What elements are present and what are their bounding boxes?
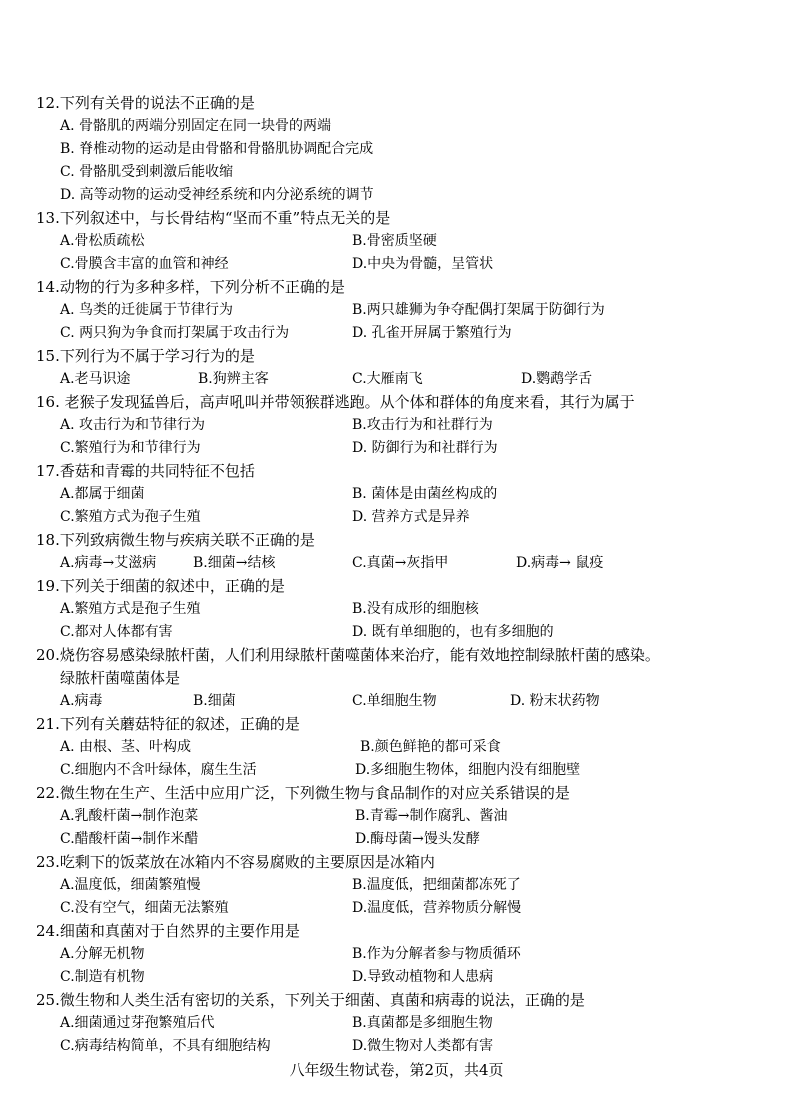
question-21-option-c: C.细胞内不含叶绿体，腐生生活 bbox=[60, 762, 257, 778]
question-14-option-b: B.两只雄狮为争夺配偶打架属于防御行为 bbox=[352, 302, 605, 318]
question-23-option-b: B.温度低，把细菌都冻死了 bbox=[352, 877, 521, 893]
question-23-option-c: C.没有空气，细菌无法繁殖 bbox=[60, 900, 229, 916]
question-24-option-c: C.制造有机物 bbox=[60, 969, 145, 985]
question-18-option-a: A.病毒→艾滋病 bbox=[60, 555, 157, 571]
question-12-option-b: B. 脊椎动物的运动是由骨骼和骨骼肌协调配合完成 bbox=[60, 141, 374, 157]
question-24-option-d: D.导致动植物和人患病 bbox=[352, 969, 494, 985]
question-12-stem: 12.下列有关骨的说法不正确的是 bbox=[36, 94, 255, 112]
question-22-option-b: B.青霉→制作腐乳、酱油 bbox=[355, 808, 508, 824]
question-17-option-a: A.都属于细菌 bbox=[60, 486, 145, 502]
question-13-option-a: A.骨松质疏松 bbox=[60, 233, 145, 249]
question-14-option-a: A. 鸟类的迁徙属于节律行为 bbox=[60, 302, 234, 318]
question-18-stem: 18.下列致病微生物与疾病关联不正确的是 bbox=[36, 531, 315, 549]
question-20-option-d: D. 粉末状药物 bbox=[510, 693, 600, 709]
question-25-option-b: B.真菌都是多细胞生物 bbox=[352, 1015, 493, 1031]
question-20-option-b: B.细菌 bbox=[193, 693, 236, 709]
question-13-option-c: C.骨膜含丰富的血管和神经 bbox=[60, 256, 229, 272]
question-19-option-b: B.没有成形的细胞核 bbox=[352, 601, 479, 617]
question-16-option-a: A. 攻击行为和节律行为 bbox=[60, 417, 206, 433]
question-17-option-d: D. 营养方式是异养 bbox=[352, 509, 470, 525]
question-19-option-d: D. 既有单细胞的，也有多细胞的 bbox=[352, 624, 554, 640]
question-12-option-c: C. 骨骼肌受到刺激后能收缩 bbox=[60, 164, 234, 180]
question-13-stem: 13.下列叙述中，与长骨结构“坚而不重”特点无关的是 bbox=[36, 209, 391, 227]
question-16-option-b: B.攻击行为和社群行为 bbox=[352, 417, 493, 433]
question-15-option-a: A.老马识途 bbox=[60, 371, 131, 387]
question-25-stem: 25.微生物和人类生活有密切的关系，下列关于细菌、真菌和病毒的说法，正确的是 bbox=[36, 991, 585, 1009]
question-22-option-a: A.乳酸杆菌→制作泡菜 bbox=[60, 808, 199, 824]
question-17-stem: 17.香菇和青霉的共同特征不包括 bbox=[36, 462, 255, 480]
question-15-option-b: B.狗辨主客 bbox=[198, 371, 269, 387]
question-24-stem: 24.细菌和真菌对于自然界的主要作用是 bbox=[36, 922, 300, 940]
question-20-stem-continued: 绿脓杆菌噬菌体是 bbox=[60, 669, 181, 687]
question-25-option-c: C.病毒结构简单，不具有细胞结构 bbox=[60, 1038, 271, 1054]
question-13-option-b: B.骨密质坚硬 bbox=[352, 233, 437, 249]
question-22-option-d: D.酶母菌→馒头发酵 bbox=[355, 831, 480, 847]
question-17-option-c: C.繁殖方式为孢子生殖 bbox=[60, 509, 201, 525]
question-20-option-a: A.病毒 bbox=[60, 693, 103, 709]
question-15-option-c: C.大雁南飞 bbox=[352, 371, 423, 387]
question-12-option-a: A. 骨骼肌的两端分别固定在同一块骨的两端 bbox=[60, 118, 332, 134]
question-21-option-b: B.颜色鲜艳的都可采食 bbox=[360, 739, 501, 755]
question-15-stem: 15.下列行为不属于学习行为的是 bbox=[36, 347, 255, 365]
question-14-stem: 14.动物的行为多种多样，下列分析不正确的是 bbox=[36, 278, 345, 296]
question-16-stem: 16. 老猴子发现猛兽后，高声吼叫并带领猴群逃跑。从个体和群体的角度来看，其行为属于 bbox=[36, 393, 635, 411]
question-24-option-b: B.作为分解者参与物质循环 bbox=[352, 946, 521, 962]
question-25-option-a: A.细菌通过芽孢繁殖后代 bbox=[60, 1015, 215, 1031]
question-25-option-d: D.微生物对人类都有害 bbox=[352, 1038, 494, 1054]
question-21-stem: 21.下列有关蘑菇特征的叙述，正确的是 bbox=[36, 715, 300, 733]
question-16-option-c: C.繁殖行为和节律行为 bbox=[60, 440, 201, 456]
question-15-option-d: D.鹦鹉学舌 bbox=[521, 371, 593, 387]
question-22-option-c: C.醋酸杆菌→制作米醋 bbox=[60, 831, 199, 847]
question-16-option-d: D. 防御行为和社群行为 bbox=[352, 440, 498, 456]
question-18-option-b: B.细菌→结核 bbox=[193, 555, 276, 571]
question-19-option-a: A.繁殖方式是孢子生殖 bbox=[60, 601, 201, 617]
question-19-option-c: C.都对人体都有害 bbox=[60, 624, 173, 640]
question-19-stem: 19.下列关于细菌的叙述中，正确的是 bbox=[36, 577, 285, 595]
page-footer: 八年级生物试卷，第2页，共4页 bbox=[289, 1061, 504, 1079]
question-20-stem: 20.烧伤容易感染绿脓杆菌，人们利用绿脓杆菌噬菌体来治疗，能有效地控制绿脓杆菌的感染。 bbox=[36, 646, 660, 664]
question-12-option-d: D. 高等动物的运动受神经系统和内分泌系统的调节 bbox=[60, 187, 374, 203]
question-21-option-d: D.多细胞生物体，细胞内没有细胞壁 bbox=[355, 762, 581, 778]
question-18-option-d: D.病毒→ 鼠疫 bbox=[516, 555, 604, 571]
question-22-stem: 22.微生物在生产、生活中应用广泛，下列微生物与食品制作的对应关系错误的是 bbox=[36, 784, 570, 802]
question-23-option-a: A.温度低，细菌繁殖慢 bbox=[60, 877, 201, 893]
question-23-option-d: D.温度低，营养物质分解慢 bbox=[352, 900, 522, 916]
question-20-option-c: C.单细胞生物 bbox=[352, 693, 437, 709]
question-14-option-c: C. 两只狗为争食而打架属于攻击行为 bbox=[60, 325, 290, 341]
question-21-option-a: A. 由根、茎、叶构成 bbox=[60, 739, 192, 755]
question-23-stem: 23.吃剩下的饭菜放在冰箱内不容易腐败的主要原因是冰箱内 bbox=[36, 853, 435, 871]
question-17-option-b: B. 菌体是由菌丝构成的 bbox=[352, 486, 498, 502]
question-13-option-d: D.中央为骨髓，呈管状 bbox=[352, 256, 494, 272]
question-14-option-d: D. 孔雀开屏属于繁殖行为 bbox=[352, 325, 512, 341]
question-18-option-c: C.真菌→灰指甲 bbox=[352, 555, 449, 571]
question-24-option-a: A.分解无机物 bbox=[60, 946, 145, 962]
